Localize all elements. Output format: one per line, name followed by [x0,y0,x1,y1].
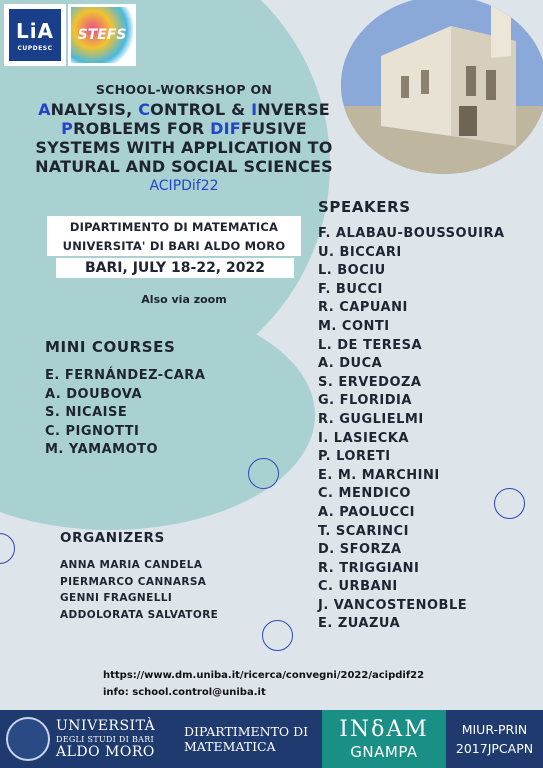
list-item: M. CONTI [318,318,390,334]
list-item: E. ZUAZUA [318,616,401,632]
acronym: ACIPDif22 [149,178,219,194]
list-item: L. DE TERESA [318,337,423,353]
indam-line-1: INδAM [339,717,429,742]
info-email[interactable]: info: school.control@uniba.it [103,687,266,698]
university-seal-icon [6,717,50,761]
contacts [103,667,424,701]
list-item: PIERMARCO CANNARSA [60,575,207,588]
venue-line-2: UNIVERSITA' DI BARI ALDO MORO [62,239,286,253]
speakers-list [318,225,505,634]
list-item: G. FLORIDIA [318,393,412,409]
speakers-heading: SPEAKERS [318,198,411,216]
indam-line-2: GNAMPA [350,743,418,761]
title-line-4: NATURAL AND SOCIAL SCIENCES [35,157,333,176]
list-item: A. DOUBOVA [45,386,143,402]
list-item: D. SFORZA [318,542,402,558]
list-item: C. URBANI [318,579,398,595]
list-item: I. LASIECKA [318,430,409,446]
basilica-photo [341,0,543,174]
miur-line-1: MIUR-PRIN [461,722,528,737]
miur-prin-label [446,710,543,768]
title-line-3: SYSTEMS WITH APPLICATION TO [35,138,333,157]
dipartimento-logo [180,710,322,768]
kicker: SCHOOL-WORKSHOP ON [95,82,273,97]
list-item: R. TRIGGIANI [318,560,420,576]
list-item: R. GUGLIELMI [318,411,424,427]
organizers-heading: ORGANIZERS [60,530,165,546]
uniba-line-1: UNIVERSITÀ [56,717,156,734]
cupdesc-logo: LiA CUPDESC [4,4,66,66]
venue-box [47,216,301,256]
indam-logo [322,710,446,768]
dates-box: BARI, JULY 18-22, 2022 [56,258,294,278]
venue-line-1: DIPARTIMENTO DI MATEMATICA [69,220,279,234]
list-item: M. YAMAMOTO [45,442,159,457]
list-item: S. NICAISE [45,405,128,420]
list-item: C. MENDICO [318,486,411,502]
list-item: E. M. MARCHINI [318,467,440,483]
list-item: ADDOLORATA SALVATORE [60,608,219,621]
stefs-logo: STEFS [68,4,136,66]
list-item: T. SCARINCI [318,523,409,539]
miur-line-2: 2017JPCAPN [455,741,534,756]
list-item: E. FERNÁNDEZ-CARA [45,368,206,383]
list-item: S. ERVEDOZA [318,374,422,390]
list-item: A. PAOLUCCI [318,504,416,520]
list-item: GENNI FRAGNELLI [60,592,173,604]
footer-logos [0,710,543,768]
event-title [0,100,368,176]
uniba-line-2: DEGLI STUDI DI BARI [56,734,154,744]
list-item: U. BICCARI [318,244,402,260]
decor-ring-4 [262,620,293,651]
uniba-logo [0,710,180,768]
list-item: ANNA MARIA CANDELA [60,559,203,571]
list-item: L. BOCIU [318,263,386,279]
title-line-2: PROBLEMS FOR DIFFUSIVE [61,119,307,138]
list-item: F. ALABAU-BOUSSOUIRA [318,226,505,241]
organizers-list [60,557,218,623]
list-item: R. CAPUANI [318,300,408,316]
decor-ring-1 [248,458,279,489]
mini-courses-heading: MINI COURSES [45,338,176,356]
list-item: P. LORETI [318,449,391,465]
list-item: J. VANCOSTENOBLE [318,597,468,613]
uniba-line-3: ALDO MORO [56,743,155,760]
dip-line-1: DIPARTIMENTO DI [184,724,309,739]
title-line-1: ANALYSIS, CONTROL & INVERSE [38,100,330,119]
zoom-note: Also via zoom [141,293,227,306]
dip-line-2: MATEMATICA [184,739,276,754]
website-link[interactable]: https://www.dm.uniba.it/ricerca/convegni/2022/acipdif22 [103,670,425,681]
list-item: C. PIGNOTTI [45,423,140,439]
decor-ring-3 [0,533,15,564]
list-item: F. BUCCI [318,281,383,297]
mini-courses-list [45,367,205,460]
list-item: A. DUCA [318,356,383,372]
